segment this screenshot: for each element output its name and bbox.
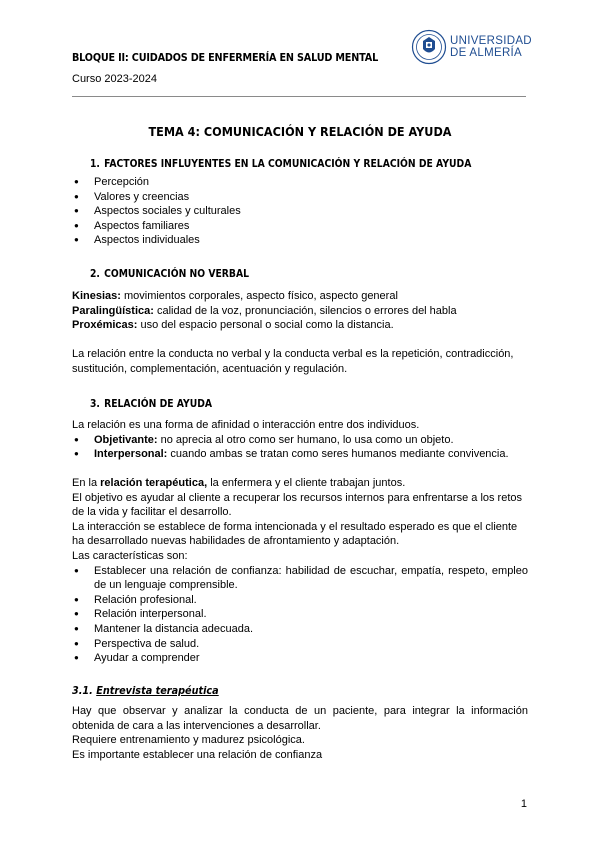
header-bloque: BLOQUE II: CUIDADOS DE ENFERMERÍA EN SALUD MENTAL bbox=[72, 52, 379, 64]
document-title: TEMA 4: COMUNICACIÓN Y RELACIÓN DE AYUDA bbox=[148, 124, 452, 139]
list-item: ● Aspectos familiares bbox=[72, 219, 528, 234]
therapeutic-relation-paragraph: En la relación terapéutica, la enfermera y el cliente trabajan juntos. bbox=[72, 477, 406, 489]
interaction-paragraph: La interacción se establece de forma intencionada y el resultado esperado es que el cliente ha desarrollado nuevas habilidades de afrontamiento y adaptación. bbox=[72, 520, 518, 548]
list-item: ● Aspectos sociales y culturales bbox=[72, 204, 528, 219]
subsection-3-1-number: 3.1. bbox=[72, 684, 93, 697]
section-3-title: RELACIÓN DE AYUDA bbox=[104, 398, 213, 410]
section-3-intro-text: La relación es una forma de afinidad o interacción entre dos individuos. bbox=[72, 419, 420, 431]
page-number: 1 bbox=[520, 798, 527, 810]
section-1-number: 1. bbox=[90, 158, 100, 170]
definition-proxemicas: Proxémicas: uso del espacio personal o social como la distancia. bbox=[72, 319, 394, 332]
list-item: ● Perspectiva de salud. bbox=[72, 637, 528, 652]
list-item: ● Valores y creencias bbox=[72, 190, 528, 205]
list-item: ● Relación interpersonal. bbox=[72, 607, 528, 622]
list-item: ● Interpersonal: cuando ambas se tratan como seres humanos mediante convivencia. bbox=[72, 447, 528, 462]
section-3-intro bbox=[72, 418, 528, 462]
list-item: ● Objetivante: no aprecia al otro como ser humano, lo usa como un objeto. bbox=[72, 433, 528, 448]
objective-paragraph: El objetivo es ayudar al cliente a recuperar los recursos internos para enfrentarse a los retos de la vida y facilitar el desarrollo. bbox=[72, 491, 523, 519]
subsection-3-1-body bbox=[72, 704, 528, 762]
subsection-3-1-heading bbox=[72, 684, 219, 697]
section-1-heading bbox=[90, 158, 471, 170]
list-item: ● Aspectos individuales bbox=[72, 233, 528, 248]
logo-line-1: UNIVERSIDAD bbox=[450, 35, 532, 47]
university-seal-icon bbox=[411, 29, 447, 65]
logo-line-2: DE ALMERÍA bbox=[450, 47, 523, 59]
list-item: ● Mantener la distancia adecuada. bbox=[72, 622, 528, 637]
subsection-3-1-title: Entrevista terapéutica bbox=[96, 684, 219, 697]
section-1-list bbox=[72, 175, 528, 248]
trust-paragraph: Es importante establecer una relación de confianza bbox=[72, 748, 323, 761]
section-1-title: FACTORES INFLUYENTES EN LA COMUNICACIÓN Y RELACIÓN DE AYUDA bbox=[104, 158, 472, 170]
definition-paralinguistica: Paralingüística: calidad de la voz, pronunciación, silencios o errores del habla bbox=[72, 304, 457, 317]
list-item: ● Relación profesional. bbox=[72, 593, 528, 608]
logo-text bbox=[450, 35, 532, 59]
section-2-title: COMUNICACIÓN NO VERBAL bbox=[104, 268, 250, 280]
section-2-paragraph: La relación entre la conducta no verbal y la conducta verbal es la repetición, contradicción, sustitución, complementación, acentuación y regulación. bbox=[72, 348, 514, 375]
header-divider bbox=[72, 96, 526, 97]
definition-kinesias: Kinesias: movimientos corporales, aspecto físico, aspecto general bbox=[72, 290, 398, 302]
section-2-heading bbox=[90, 268, 249, 280]
list-item: ● Establecer una relación de confianza: habilidad de escuchar, empatía, respeto, empleo de un lenguaje comprensible. bbox=[72, 564, 528, 593]
characteristics-intro: Las características son: bbox=[72, 549, 188, 562]
list-item: ● Percepción bbox=[72, 175, 528, 190]
training-paragraph: Requiere entrenamiento y madurez psicológica. bbox=[72, 734, 305, 747]
section-3-heading bbox=[90, 398, 212, 410]
section-3-number: 3. bbox=[90, 398, 100, 410]
list-item: ● Ayudar a comprender bbox=[72, 651, 528, 666]
page-header bbox=[72, 52, 405, 85]
section-2-definitions bbox=[72, 289, 528, 333]
section-3-body bbox=[72, 476, 528, 666]
university-logo bbox=[411, 29, 532, 65]
section-2-number: 2. bbox=[90, 268, 100, 280]
interview-paragraph: Hay que observar y analizar la conducta de un paciente, para integrar la información obtenida de cara a las intervenciones a desarrollar. bbox=[72, 705, 528, 732]
header-curso: Curso 2023-2024 bbox=[72, 73, 158, 85]
